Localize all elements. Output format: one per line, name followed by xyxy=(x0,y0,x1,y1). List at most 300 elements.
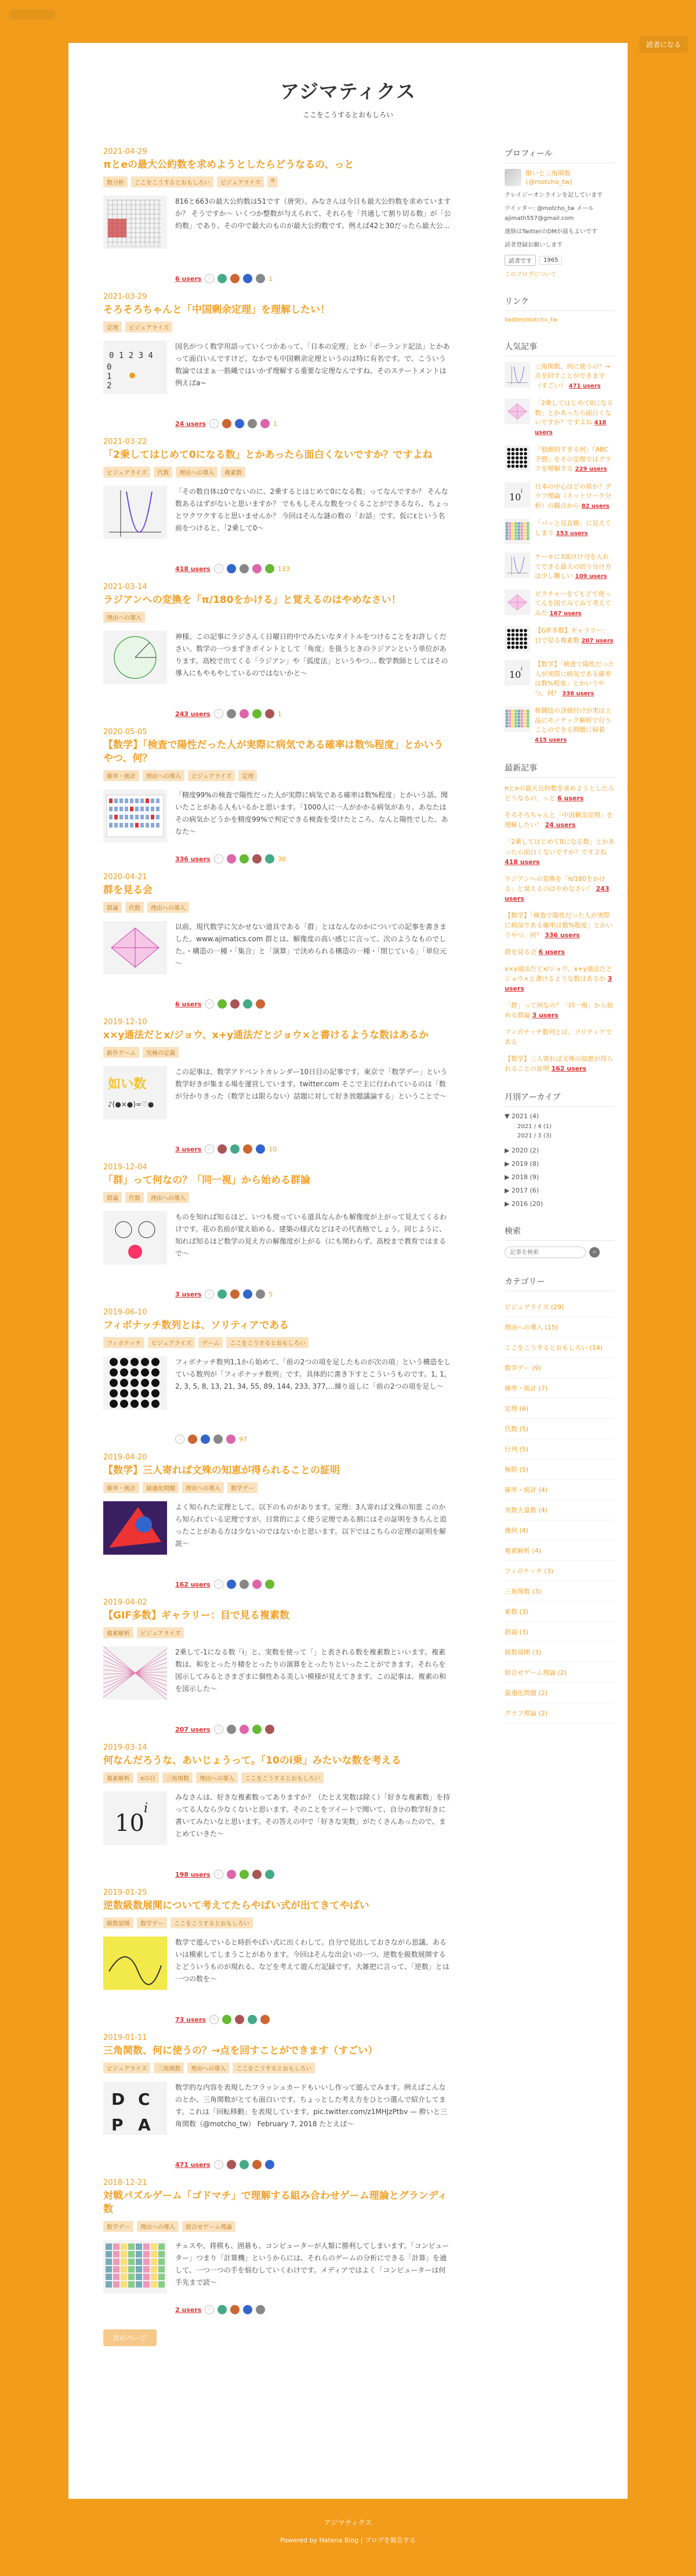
entry-date[interactable]: 2019-06-10 xyxy=(103,1308,147,1317)
category-tag[interactable]: ビジュアライズ xyxy=(103,2062,150,2073)
category-tag[interactable]: 理由への導入 xyxy=(103,612,145,623)
archive-year-label[interactable]: ▼ 2021 (4) xyxy=(505,1112,539,1121)
recent-bookmark-count[interactable]: 6 users xyxy=(538,948,565,956)
archive-month-link[interactable]: 2021 / 4 (1) xyxy=(517,1123,552,1130)
star-user-icon[interactable] xyxy=(240,854,249,864)
add-star-icon[interactable]: ☆ xyxy=(205,274,214,283)
recent-entry[interactable] xyxy=(505,874,615,904)
recent-bookmark-count[interactable]: 24 users xyxy=(545,821,576,829)
popular-thumbnail[interactable] xyxy=(505,660,530,685)
category-tag[interactable]: 最適化問題 xyxy=(143,1482,179,1493)
category-link[interactable]: 複素解析 (4) xyxy=(505,1541,615,1561)
star-user-icon[interactable] xyxy=(256,1144,265,1154)
category-link[interactable]: 級数展開 (3) xyxy=(505,1642,615,1663)
bookmark-count[interactable]: 471 users xyxy=(175,2160,211,2169)
star-user-icon[interactable] xyxy=(240,1580,249,1589)
entry-thumbnail[interactable] xyxy=(103,1936,167,1990)
category-tag[interactable]: π xyxy=(267,176,278,187)
star-user-icon[interactable] xyxy=(265,854,274,864)
popular-title-text[interactable]: 「2乗してはじめて0になる数」とかあったら面白くないですか？ですよね xyxy=(535,399,613,427)
star-user-icon[interactable] xyxy=(252,1725,262,1734)
popular-bookmark-count[interactable]: 415 users xyxy=(535,736,567,743)
entry-title-link[interactable]: x×y通法だとx/ジョウ、x+y通法だとジョウ×と書けるような数はあるか xyxy=(103,1029,429,1041)
star-user-icon[interactable] xyxy=(230,274,240,283)
popular-thumbnail[interactable] xyxy=(505,445,530,471)
popular-bookmark-count[interactable]: 82 users xyxy=(581,503,610,510)
star-user-icon[interactable] xyxy=(227,854,236,864)
popular-thumbnail[interactable] xyxy=(505,519,530,544)
entry-date[interactable]: 2019-04-20 xyxy=(103,1453,147,1462)
popular-thumbnail[interactable] xyxy=(505,399,530,424)
entry-title-link[interactable]: そろそろちゃんと「中国剰余定理」を理解したい！ xyxy=(103,304,330,316)
recent-entry[interactable] xyxy=(505,837,615,866)
bookmark-count[interactable]: 198 users xyxy=(175,1870,211,1878)
star-user-icon[interactable] xyxy=(243,2305,252,2314)
entry-title-link[interactable]: πとeの最大公約数を求めようとしたらどうなるの、っと xyxy=(103,159,354,171)
category-tag[interactable]: ビジュアライズ xyxy=(137,1627,184,1638)
category-tag[interactable]: 理由への導入 xyxy=(176,467,217,478)
entry-title-link[interactable]: 【数学】三人寄れば文殊の知恵が得られることの証明 xyxy=(103,1465,340,1476)
add-star-icon[interactable]: ☆ xyxy=(214,709,223,718)
entry-date[interactable]: 2019-01-25 xyxy=(103,1888,147,1897)
recent-bookmark-count[interactable]: 336 users xyxy=(545,931,580,939)
popular-title-text[interactable]: 格闘技の評価付けが実は上品にモノテック解析で行うことのできる問題に帰着 xyxy=(535,707,611,734)
star-count[interactable]: 1 xyxy=(269,274,273,283)
entry-title-link[interactable]: 三角関数、何に使うの？→点を回すことができます（すごい） xyxy=(103,2045,378,2057)
add-star-icon[interactable]: ☆ xyxy=(209,2015,219,2024)
entry-date[interactable]: 2019-12-10 xyxy=(103,1018,147,1027)
entry-title-link[interactable]: 「2乗してはじめて0になる数」とかあったら面白くないですか？ですよね xyxy=(103,449,433,461)
popular-bookmark-count[interactable]: 207 users xyxy=(581,637,614,644)
entry-date[interactable]: 2019-01-11 xyxy=(103,2033,147,2042)
category-tag[interactable]: 三角関数 xyxy=(162,1772,193,1783)
recent-bookmark-count[interactable]: 418 users xyxy=(505,858,540,866)
star-user-icon[interactable] xyxy=(256,2305,265,2314)
archive-year-label[interactable]: ▶ 2017 (6) xyxy=(505,1187,539,1195)
entry-date[interactable]: 2020-05-05 xyxy=(103,728,147,736)
archive-year-label[interactable]: ▶ 2020 (2) xyxy=(505,1147,539,1155)
recent-bookmark-count[interactable]: 3 users xyxy=(505,974,612,993)
bookmark-count[interactable]: 3 users xyxy=(175,1145,202,1153)
category-tag[interactable]: 究極の定義 xyxy=(143,1047,179,1058)
recent-entry[interactable] xyxy=(505,1000,615,1020)
entry-thumbnail[interactable] xyxy=(103,341,167,394)
subscribe-button[interactable]: 読者になる xyxy=(639,36,688,53)
archive-month-link[interactable]: 2021 / 3 (3) xyxy=(517,1133,552,1140)
category-tag[interactable]: 理由への導入 xyxy=(182,1482,224,1493)
entry-date[interactable]: 2018-12-21 xyxy=(103,2178,147,2187)
recent-entry[interactable] xyxy=(505,783,615,803)
popular-title-text[interactable]: ケーキに3部けけ刃を入れてできる最大の切り分け方は少し難しい xyxy=(535,553,611,580)
star-user-icon[interactable] xyxy=(248,2015,257,2024)
star-user-icon[interactable] xyxy=(222,419,231,428)
category-tag[interactable]: 定理 xyxy=(238,770,257,781)
category-tag[interactable]: 三角関数 xyxy=(154,2062,184,2073)
bookmark-count[interactable]: 418 users xyxy=(175,565,211,573)
entry-thumbnail[interactable] xyxy=(103,921,167,974)
category-link[interactable]: 最適化問題 (2) xyxy=(505,1683,615,1703)
recent-entry[interactable] xyxy=(505,964,615,993)
add-star-icon[interactable]: ☆ xyxy=(209,419,219,428)
category-tag[interactable]: 理由への導入 xyxy=(196,1772,238,1783)
category-link[interactable]: 理由への導入 (15) xyxy=(505,1317,615,1338)
category-tag[interactable]: 組合せゲーム理論 xyxy=(182,2221,235,2232)
category-tag[interactable]: 複素解析 xyxy=(103,1772,133,1783)
bookmark-count[interactable]: 73 users xyxy=(175,2015,206,2024)
popular-bookmark-count[interactable]: 167 users xyxy=(549,610,582,617)
recent-entry[interactable] xyxy=(505,1054,615,1074)
category-tag[interactable]: 代数 xyxy=(125,1192,144,1203)
add-star-icon[interactable]: ☆ xyxy=(205,1144,214,1154)
popular-title[interactable] xyxy=(535,445,615,474)
star-user-icon[interactable] xyxy=(217,999,227,1009)
popular-bookmark-count[interactable]: 153 users xyxy=(556,530,588,537)
entry-title-link[interactable]: フィボナッチ数列とは、ソリティアである xyxy=(103,1320,289,1331)
category-tag[interactable]: πの日 xyxy=(137,1772,159,1783)
star-user-icon[interactable] xyxy=(227,1870,236,1879)
popular-bookmark-count[interactable]: 418 users xyxy=(535,420,607,436)
recent-entry[interactable] xyxy=(505,947,615,957)
search-icon[interactable]: ⌕ xyxy=(589,1247,600,1258)
category-link[interactable]: 数学デー (9) xyxy=(505,1358,615,1378)
category-tag[interactable]: フィボナッチ xyxy=(103,1337,144,1348)
category-tag[interactable]: 数学デー xyxy=(227,1482,258,1493)
category-link[interactable]: 三角関数 (3) xyxy=(505,1581,615,1602)
popular-entry[interactable] xyxy=(505,590,615,619)
popular-title[interactable] xyxy=(535,399,615,437)
bookmark-count[interactable]: 243 users xyxy=(175,710,211,718)
entry-thumbnail[interactable] xyxy=(103,1646,167,1700)
category-link[interactable]: フィボナッチ (3) xyxy=(505,1561,615,1581)
recent-title[interactable]: フィボナッチ数列とは、ソリティアである xyxy=(505,1028,612,1046)
entry-title-link[interactable]: 群を見る会 xyxy=(103,884,153,896)
category-tag[interactable]: ゲーム xyxy=(198,1337,223,1348)
popular-thumbnail[interactable] xyxy=(505,482,530,508)
category-link[interactable]: 定理 (6) xyxy=(505,1399,615,1419)
star-user-icon[interactable] xyxy=(230,1289,240,1299)
star-user-icon[interactable] xyxy=(235,419,244,428)
star-user-icon[interactable] xyxy=(227,1725,236,1734)
popular-thumbnail[interactable] xyxy=(505,362,530,388)
add-star-icon[interactable]: ☆ xyxy=(205,2305,214,2314)
add-star-icon[interactable]: ☆ xyxy=(214,854,223,864)
popular-title[interactable] xyxy=(535,362,615,391)
star-count[interactable]: 133 xyxy=(277,565,290,573)
star-user-icon[interactable] xyxy=(252,1870,262,1879)
archive-year[interactable] xyxy=(505,1173,615,1181)
recent-bookmark-count[interactable]: 162 users xyxy=(551,1065,587,1073)
star-user-icon[interactable] xyxy=(227,564,236,573)
category-tag[interactable]: 数学デー xyxy=(137,1917,167,1928)
add-star-icon[interactable]: ☆ xyxy=(214,2160,223,2169)
popular-title-text[interactable]: 【GIF多数】ギャラリー：目で見る複素数 xyxy=(535,627,610,644)
archive-year-label[interactable]: ▶ 2019 (8) xyxy=(505,1160,539,1168)
bookmark-count[interactable]: 336 users xyxy=(175,855,211,863)
star-user-icon[interactable] xyxy=(227,2160,236,2169)
twitter-link[interactable]: twitter/motcho_tw xyxy=(505,316,558,323)
star-user-icon[interactable] xyxy=(265,1580,274,1589)
category-tag[interactable]: 新作ゲーム xyxy=(103,1047,139,1058)
follow-button[interactable]: 読者です xyxy=(505,255,536,266)
category-tag[interactable]: 代数 xyxy=(154,467,172,478)
popular-title-text[interactable]: 「パッと見直線」に見えてしまう xyxy=(535,519,611,537)
recent-title[interactable]: ラジアンへの変換を「π/180をかける」と覚えるのはやめなさい！ xyxy=(505,875,606,893)
star-user-icon[interactable] xyxy=(213,1435,223,1444)
popular-entry[interactable] xyxy=(505,445,615,474)
star-user-icon[interactable] xyxy=(240,709,249,718)
category-tag[interactable]: 複素解析 xyxy=(103,1627,133,1638)
next-page-button[interactable]: 次のページ xyxy=(103,2329,157,2346)
archive-year-label[interactable]: ▶ 2018 (9) xyxy=(505,1173,539,1182)
star-user-icon[interactable] xyxy=(240,1725,249,1734)
entry-date[interactable]: 2019-03-14 xyxy=(103,1743,147,1752)
entry-thumbnail[interactable] xyxy=(103,1501,167,1555)
search-input[interactable] xyxy=(505,1247,586,1258)
category-tag[interactable]: 理由への導入 xyxy=(143,770,184,781)
recent-title[interactable]: x×y通法だとx/ジョウ、x+y通法だとジョウ×と書けるような数はあるか xyxy=(505,964,612,982)
recent-bookmark-count[interactable]: 243 users xyxy=(505,884,610,902)
add-star-icon[interactable]: ☆ xyxy=(214,1870,223,1879)
entry-title-link[interactable]: 「群」って何なの？「同一視」から始める群論 xyxy=(103,1175,310,1186)
popular-title-text[interactable]: ピクチャーをてもどで使ってんを図でみてみて考えてみた xyxy=(535,590,611,617)
bookmark-count[interactable]: 3 users xyxy=(175,1290,202,1298)
star-user-icon[interactable] xyxy=(260,2015,270,2024)
category-tag[interactable]: ここをこうするとおもしろい xyxy=(131,176,213,187)
entry-title-link[interactable]: 対戦パズルゲーム「ゴドマチ」で理解する組み合わせゲーム理論とグランディ数 xyxy=(103,2190,448,2215)
popular-bookmark-count[interactable]: 336 users xyxy=(562,690,594,697)
star-user-icon[interactable] xyxy=(252,2160,262,2169)
popular-thumbnail[interactable] xyxy=(505,590,530,615)
star-user-icon[interactable] xyxy=(256,274,265,283)
recent-entry[interactable] xyxy=(505,810,615,830)
entry-title-link[interactable]: 何なんだろうな、あいじょうって。「10のi乗」みたいな数を考える xyxy=(103,1755,401,1766)
add-star-icon[interactable]: ☆ xyxy=(214,1725,223,1734)
star-user-icon[interactable] xyxy=(188,1435,197,1444)
category-link[interactable]: ビジュアライズ (29) xyxy=(505,1297,615,1317)
category-tag[interactable]: 理由への導入 xyxy=(147,1192,189,1203)
star-count[interactable]: 97 xyxy=(239,1435,247,1443)
category-link[interactable]: 代数 (5) xyxy=(505,1419,615,1439)
recent-title[interactable]: 【数学】三人寄れば文殊の知恵が得られることの証明 xyxy=(505,1055,613,1073)
archive-year[interactable] xyxy=(505,1112,615,1141)
star-user-icon[interactable] xyxy=(252,854,262,864)
star-user-icon[interactable] xyxy=(252,709,262,718)
star-user-icon[interactable] xyxy=(230,2305,240,2314)
star-user-icon[interactable] xyxy=(217,1144,227,1154)
star-user-icon[interactable] xyxy=(240,2160,249,2169)
star-user-icon[interactable] xyxy=(230,1144,240,1154)
category-link[interactable]: 実数大量数 (4) xyxy=(505,1500,615,1520)
category-tag[interactable]: ここをこうするとおもしろい xyxy=(226,1337,309,1348)
category-tag[interactable]: ビジュアライズ xyxy=(217,176,264,187)
popular-title[interactable] xyxy=(535,482,615,511)
bookmark-count[interactable]: 162 users xyxy=(175,1580,211,1588)
star-user-icon[interactable] xyxy=(252,1580,262,1589)
star-count[interactable]: 10 xyxy=(269,1145,277,1153)
star-user-icon[interactable] xyxy=(265,1870,274,1879)
category-tag[interactable]: 数分析 xyxy=(103,176,128,187)
entry-thumbnail[interactable] xyxy=(103,486,167,539)
recent-title[interactable]: 群を見る会 xyxy=(505,948,536,956)
popular-thumbnail[interactable] xyxy=(505,552,530,578)
entry-thumbnail[interactable] xyxy=(103,1356,167,1410)
popular-title[interactable] xyxy=(535,590,615,619)
category-tag[interactable]: 代数 xyxy=(125,902,144,913)
bookmark-count[interactable]: 207 users xyxy=(175,1725,211,1733)
entry-date[interactable]: 2021-04-29 xyxy=(103,147,147,156)
star-count[interactable]: 30 xyxy=(277,855,286,863)
recent-title[interactable]: 「群」って何なの？「同一視」から始める群論 xyxy=(505,1002,613,1020)
star-user-icon[interactable] xyxy=(252,564,262,573)
add-star-icon[interactable]: ☆ xyxy=(205,1289,214,1299)
star-user-icon[interactable] xyxy=(243,1289,252,1299)
star-count[interactable]: 5 xyxy=(269,1290,273,1298)
popular-thumbnail[interactable] xyxy=(505,706,530,732)
popular-entry[interactable] xyxy=(505,399,615,437)
recent-title[interactable]: πとeの最大公約数を求めようとしたらどうなるの、っと xyxy=(505,785,615,803)
star-user-icon[interactable] xyxy=(265,709,274,718)
popular-entry[interactable] xyxy=(505,552,615,581)
star-user-icon[interactable] xyxy=(226,1435,235,1444)
bookmark-count[interactable]: 6 users xyxy=(175,1000,202,1008)
popular-title-text[interactable]: 「独創的すぎる何」『ABC予想』をその定理ではグラフを理解する xyxy=(535,446,611,473)
hatena-logo[interactable] xyxy=(9,9,56,20)
popular-thumbnail[interactable] xyxy=(505,626,530,652)
star-user-icon[interactable] xyxy=(217,274,227,283)
category-link[interactable]: 確率・統計 (4) xyxy=(505,1480,615,1500)
entry-title-link[interactable]: ラジアンへの変換を「π/180をかける」と覚えるのはやめなさい！ xyxy=(103,594,401,606)
recent-bookmark-count[interactable]: 6 users xyxy=(557,794,584,803)
entry-date[interactable]: 2021-03-29 xyxy=(103,292,147,301)
category-tag[interactable]: 複素数 xyxy=(221,467,245,478)
category-link[interactable]: 組合せゲーム理論 (2) xyxy=(505,1663,615,1683)
bookmark-count[interactable]: 6 users xyxy=(175,274,202,283)
popular-title-text[interactable]: 日本の中心はどの県か？グラフ理論（ネットワーク分析）の観点から xyxy=(535,482,611,510)
popular-title-text[interactable]: 【数学】「検査で陽性だった人が実際に病気である確率は数%程度」とかいうやつ、何？ xyxy=(535,660,615,697)
popular-bookmark-count[interactable]: 471 users xyxy=(568,382,601,389)
category-link[interactable]: 行列 (5) xyxy=(505,1439,615,1459)
star-user-icon[interactable] xyxy=(243,274,252,283)
popular-entry[interactable] xyxy=(505,362,615,391)
add-star-icon[interactable]: ☆ xyxy=(175,1435,184,1444)
footer-powered[interactable]: Powered by Hatena Blog | ブログを報告する xyxy=(280,2537,416,2544)
popular-entry[interactable] xyxy=(505,482,615,511)
entry-thumbnail[interactable] xyxy=(103,1211,167,1264)
category-link[interactable]: ここをこうするとおもしろい (14) xyxy=(505,1338,615,1358)
popular-title-text[interactable]: 三角関数、何に使うの？→点を回すことができます（すごい） xyxy=(535,362,611,389)
bookmark-count[interactable]: 24 users xyxy=(175,420,206,428)
entry-date[interactable]: 2021-03-22 xyxy=(103,438,147,446)
entry-thumbnail[interactable] xyxy=(103,196,167,249)
entry-thumbnail[interactable] xyxy=(103,1066,167,1119)
star-user-icon[interactable] xyxy=(248,419,257,428)
category-tag[interactable]: 数学デー xyxy=(103,2221,133,2232)
entry-thumbnail[interactable] xyxy=(103,1791,167,1845)
star-user-icon[interactable] xyxy=(201,1435,210,1444)
category-tag[interactable]: ビジュアライズ xyxy=(188,770,235,781)
add-star-icon[interactable]: ☆ xyxy=(205,999,214,1009)
category-link[interactable]: 確率・統計 (7) xyxy=(505,1378,615,1399)
star-user-icon[interactable] xyxy=(222,2015,231,2024)
site-title[interactable]: アジマティクス xyxy=(280,80,416,103)
recent-title[interactable]: 【数学】「検査で陽性だった人が実際に病気である確率は数%程度」とかいうやつ、何？ xyxy=(505,911,613,939)
profile-name-link[interactable]: 酔いと三角関数 (@motcho_tw) xyxy=(525,169,572,186)
popular-title[interactable] xyxy=(535,660,615,698)
category-link[interactable]: 群論 (3) xyxy=(505,1622,615,1642)
popular-title[interactable] xyxy=(535,626,615,652)
archive-year[interactable] xyxy=(505,1200,615,1208)
star-user-icon[interactable] xyxy=(217,1289,227,1299)
star-user-icon[interactable] xyxy=(243,1144,252,1154)
bookmark-count[interactable]: 2 users xyxy=(175,2306,202,2314)
category-link[interactable]: 素数 (3) xyxy=(505,1602,615,1622)
category-tag[interactable]: 群論 xyxy=(103,1192,122,1203)
star-count[interactable]: 1 xyxy=(277,710,282,718)
entry-date[interactable]: 2020-04-21 xyxy=(103,873,147,881)
entry-date[interactable]: 2019-12-04 xyxy=(103,1163,147,1172)
star-user-icon[interactable] xyxy=(260,419,270,428)
star-user-icon[interactable] xyxy=(227,709,236,718)
category-tag[interactable]: 定理 xyxy=(103,321,122,333)
add-star-icon[interactable]: ☆ xyxy=(214,1580,223,1589)
entry-thumbnail[interactable] xyxy=(103,2240,167,2293)
star-count[interactable]: 1 xyxy=(273,420,277,428)
popular-entry[interactable] xyxy=(505,626,615,652)
archive-year[interactable] xyxy=(505,1160,615,1168)
recent-entry[interactable] xyxy=(505,1027,615,1047)
star-user-icon[interactable] xyxy=(265,564,274,573)
about-blog-link[interactable]: このブログについて xyxy=(505,271,557,278)
category-link[interactable]: グラフ理論 (2) xyxy=(505,1703,615,1724)
star-user-icon[interactable] xyxy=(240,564,249,573)
category-tag[interactable]: ここをこうするとおもしろい xyxy=(233,2062,315,2073)
star-user-icon[interactable] xyxy=(227,1580,236,1589)
category-tag[interactable]: 確率・統計 xyxy=(103,770,139,781)
star-user-icon[interactable] xyxy=(256,999,265,1009)
star-user-icon[interactable] xyxy=(265,1725,274,1734)
recent-entry[interactable] xyxy=(505,911,615,940)
star-user-icon[interactable] xyxy=(240,1870,249,1879)
entry-thumbnail[interactable] xyxy=(103,2082,167,2135)
entry-title-link[interactable]: 逆数級数展開について考えてたらやばい式が出てきてやばい xyxy=(103,1900,369,1912)
popular-entry[interactable] xyxy=(505,519,615,544)
add-star-icon[interactable]: ☆ xyxy=(214,564,223,573)
entry-date[interactable]: 2021-03-14 xyxy=(103,583,147,591)
star-user-icon[interactable] xyxy=(217,2305,227,2314)
recent-bookmark-count[interactable]: 3 users xyxy=(532,1011,559,1020)
popular-title[interactable] xyxy=(535,706,615,745)
popular-entry[interactable] xyxy=(505,660,615,698)
category-link[interactable]: 極限 (5) xyxy=(505,1459,615,1480)
category-tag[interactable]: 群論 xyxy=(103,902,122,913)
popular-bookmark-count[interactable]: 229 users xyxy=(575,466,607,473)
star-user-icon[interactable] xyxy=(265,2160,274,2169)
category-tag[interactable]: 理由への導入 xyxy=(147,902,189,913)
entry-date[interactable]: 2019-04-02 xyxy=(103,1598,147,1607)
footer-brand[interactable]: アジマティクス xyxy=(324,2519,372,2527)
star-user-icon[interactable] xyxy=(256,1289,265,1299)
entry-thumbnail[interactable] xyxy=(103,789,167,843)
recent-title[interactable]: 「2乗してはじめて0になる数」とかあったら面白くないですか？ですよね xyxy=(505,838,615,856)
archive-year[interactable] xyxy=(505,1187,615,1194)
recent-title[interactable]: そろそろちゃんと「中国剰余定理」を理解したい！ xyxy=(505,811,613,829)
star-user-icon[interactable] xyxy=(230,999,240,1009)
category-tag[interactable]: ここをこうするとおもしろい xyxy=(241,1772,324,1783)
category-tag[interactable]: 理由への導入 xyxy=(137,2221,179,2232)
category-tag[interactable]: ここをこうするとおもしろい xyxy=(171,1917,253,1928)
category-tag[interactable]: ビジュアライズ xyxy=(103,467,150,478)
entry-title-link[interactable]: 【数学】「検査で陽性だった人が実際に病気である確率は数%程度」とかいうやつ、何？ xyxy=(103,739,444,764)
